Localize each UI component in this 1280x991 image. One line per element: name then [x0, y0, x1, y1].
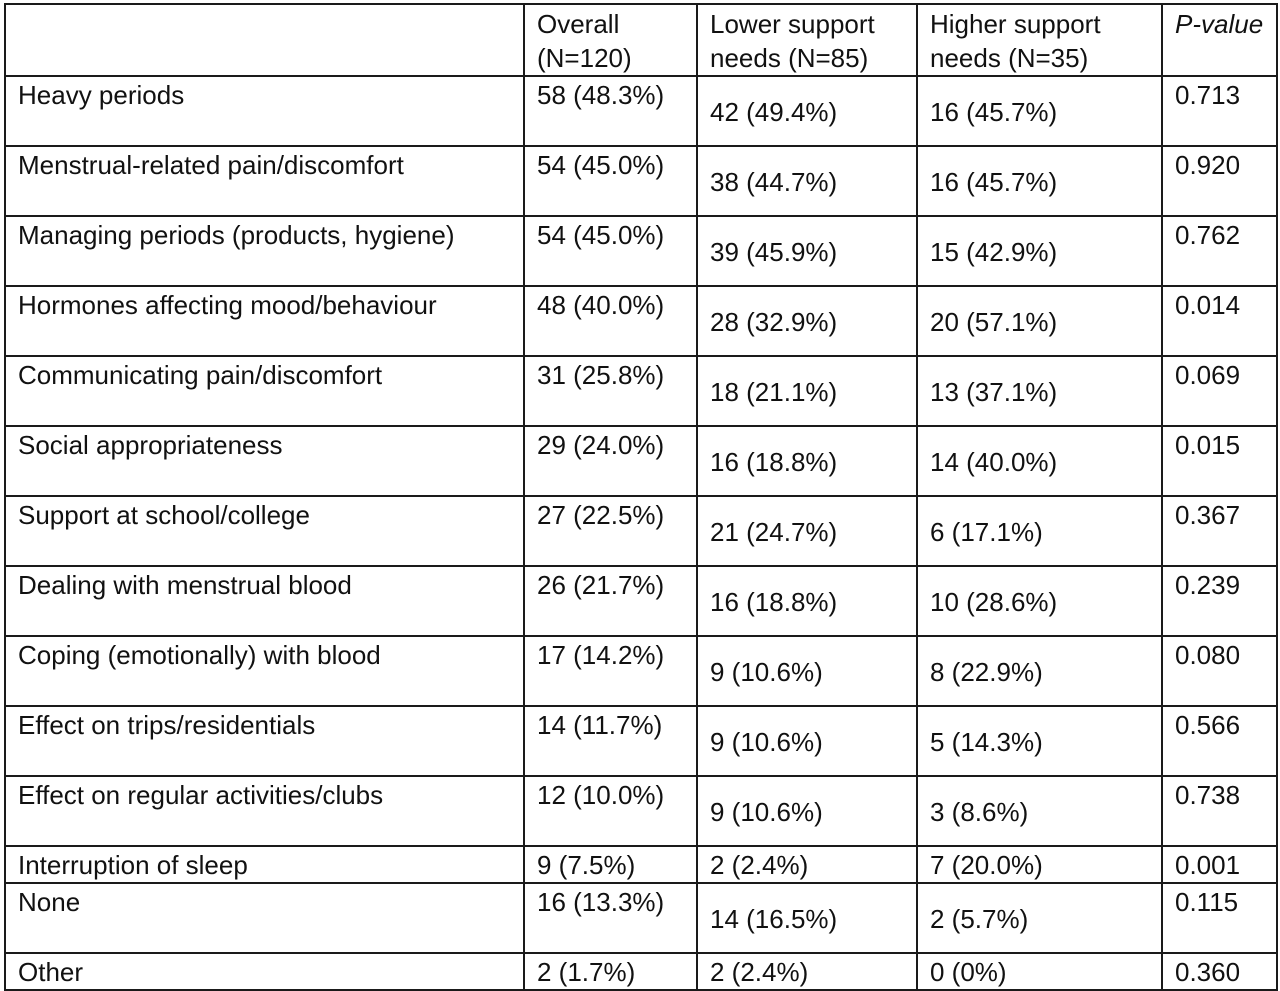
cell-overall: 26 (21.7%) — [524, 566, 697, 636]
table-row — [5, 216, 1277, 286]
table-row — [5, 953, 1277, 990]
cell-p-value: 0.115 — [1162, 883, 1277, 953]
cell-higher-support: 16 (45.7%) — [917, 146, 1162, 216]
table-row — [5, 496, 1277, 566]
cell-overall: 16 (13.3%) — [524, 883, 697, 953]
cell-p-value: 0.014 — [1162, 286, 1277, 356]
cell-label: Heavy periods — [5, 76, 524, 146]
results-table — [4, 3, 1278, 991]
cell-lower-support: 16 (18.8%) — [697, 426, 917, 496]
table-row — [5, 883, 1277, 953]
cell-p-value: 0.738 — [1162, 776, 1277, 846]
cell-label: Interruption of sleep — [5, 846, 524, 883]
cell-lower-support: 2 (2.4%) — [697, 846, 917, 883]
cell-higher-support: 5 (14.3%) — [917, 706, 1162, 776]
cell-higher-support: 3 (8.6%) — [917, 776, 1162, 846]
cell-p-value: 0.239 — [1162, 566, 1277, 636]
cell-p-value: 0.920 — [1162, 146, 1277, 216]
table-row — [5, 706, 1277, 776]
cell-lower-support: 28 (32.9%) — [697, 286, 917, 356]
cell-higher-support: 2 (5.7%) — [917, 883, 1162, 953]
cell-overall: 29 (24.0%) — [524, 426, 697, 496]
cell-overall: 27 (22.5%) — [524, 496, 697, 566]
table-header — [5, 4, 1277, 76]
table-row — [5, 566, 1277, 636]
cell-lower-support: 18 (21.1%) — [697, 356, 917, 426]
cell-lower-support: 16 (18.8%) — [697, 566, 917, 636]
table-row — [5, 76, 1277, 146]
cell-p-value: 0.001 — [1162, 846, 1277, 883]
header-cell-label — [5, 4, 524, 76]
cell-label: Dealing with menstrual blood — [5, 566, 524, 636]
cell-p-value: 0.566 — [1162, 706, 1277, 776]
cell-higher-support: 13 (37.1%) — [917, 356, 1162, 426]
cell-label: Effect on regular activities/clubs — [5, 776, 524, 846]
cell-p-value: 0.080 — [1162, 636, 1277, 706]
cell-higher-support: 14 (40.0%) — [917, 426, 1162, 496]
table-row — [5, 146, 1277, 216]
cell-label: Support at school/college — [5, 496, 524, 566]
cell-overall: 12 (10.0%) — [524, 776, 697, 846]
header-row — [5, 4, 1277, 76]
cell-lower-support: 9 (10.6%) — [697, 636, 917, 706]
cell-label: Menstrual-related pain/discomfort — [5, 146, 524, 216]
cell-lower-support: 9 (10.6%) — [697, 776, 917, 846]
table-body — [5, 76, 1277, 990]
cell-higher-support: 0 (0%) — [917, 953, 1162, 990]
cell-higher-support: 10 (28.6%) — [917, 566, 1162, 636]
cell-lower-support: 14 (16.5%) — [697, 883, 917, 953]
cell-overall: 54 (45.0%) — [524, 216, 697, 286]
cell-lower-support: 21 (24.7%) — [697, 496, 917, 566]
cell-lower-support: 42 (49.4%) — [697, 76, 917, 146]
cell-overall: 17 (14.2%) — [524, 636, 697, 706]
cell-label: Coping (emotionally) with blood — [5, 636, 524, 706]
cell-higher-support: 16 (45.7%) — [917, 76, 1162, 146]
cell-overall: 31 (25.8%) — [524, 356, 697, 426]
cell-label: Managing periods (products, hygiene) — [5, 216, 524, 286]
table-row — [5, 356, 1277, 426]
table-row — [5, 286, 1277, 356]
cell-overall: 58 (48.3%) — [524, 76, 697, 146]
table-row — [5, 846, 1277, 883]
cell-overall: 54 (45.0%) — [524, 146, 697, 216]
cell-overall: 48 (40.0%) — [524, 286, 697, 356]
cell-p-value: 0.762 — [1162, 216, 1277, 286]
cell-label: Hormones affecting mood/behaviour — [5, 286, 524, 356]
cell-higher-support: 15 (42.9%) — [917, 216, 1162, 286]
cell-higher-support: 7 (20.0%) — [917, 846, 1162, 883]
cell-label: None — [5, 883, 524, 953]
cell-p-value: 0.069 — [1162, 356, 1277, 426]
table-row — [5, 426, 1277, 496]
cell-higher-support: 6 (17.1%) — [917, 496, 1162, 566]
cell-label: Communicating pain/discomfort — [5, 356, 524, 426]
cell-lower-support: 2 (2.4%) — [697, 953, 917, 990]
cell-label: Social appropriateness — [5, 426, 524, 496]
header-cell-overall: Overall (N=120) — [524, 4, 697, 76]
cell-label: Effect on trips/residentials — [5, 706, 524, 776]
cell-lower-support: 39 (45.9%) — [697, 216, 917, 286]
cell-label: Other — [5, 953, 524, 990]
cell-overall: 9 (7.5%) — [524, 846, 697, 883]
table-row — [5, 776, 1277, 846]
cell-overall: 2 (1.7%) — [524, 953, 697, 990]
cell-higher-support: 20 (57.1%) — [917, 286, 1162, 356]
cell-lower-support: 38 (44.7%) — [697, 146, 917, 216]
header-cell-higher-support: Higher support needs (N=35) — [917, 4, 1162, 76]
cell-p-value: 0.015 — [1162, 426, 1277, 496]
header-cell-p-value: P-value — [1162, 4, 1277, 76]
cell-higher-support: 8 (22.9%) — [917, 636, 1162, 706]
table-row — [5, 636, 1277, 706]
header-cell-lower-support: Lower support needs (N=85) — [697, 4, 917, 76]
cell-p-value: 0.367 — [1162, 496, 1277, 566]
cell-overall: 14 (11.7%) — [524, 706, 697, 776]
cell-p-value: 0.713 — [1162, 76, 1277, 146]
cell-p-value: 0.360 — [1162, 953, 1277, 990]
cell-lower-support: 9 (10.6%) — [697, 706, 917, 776]
